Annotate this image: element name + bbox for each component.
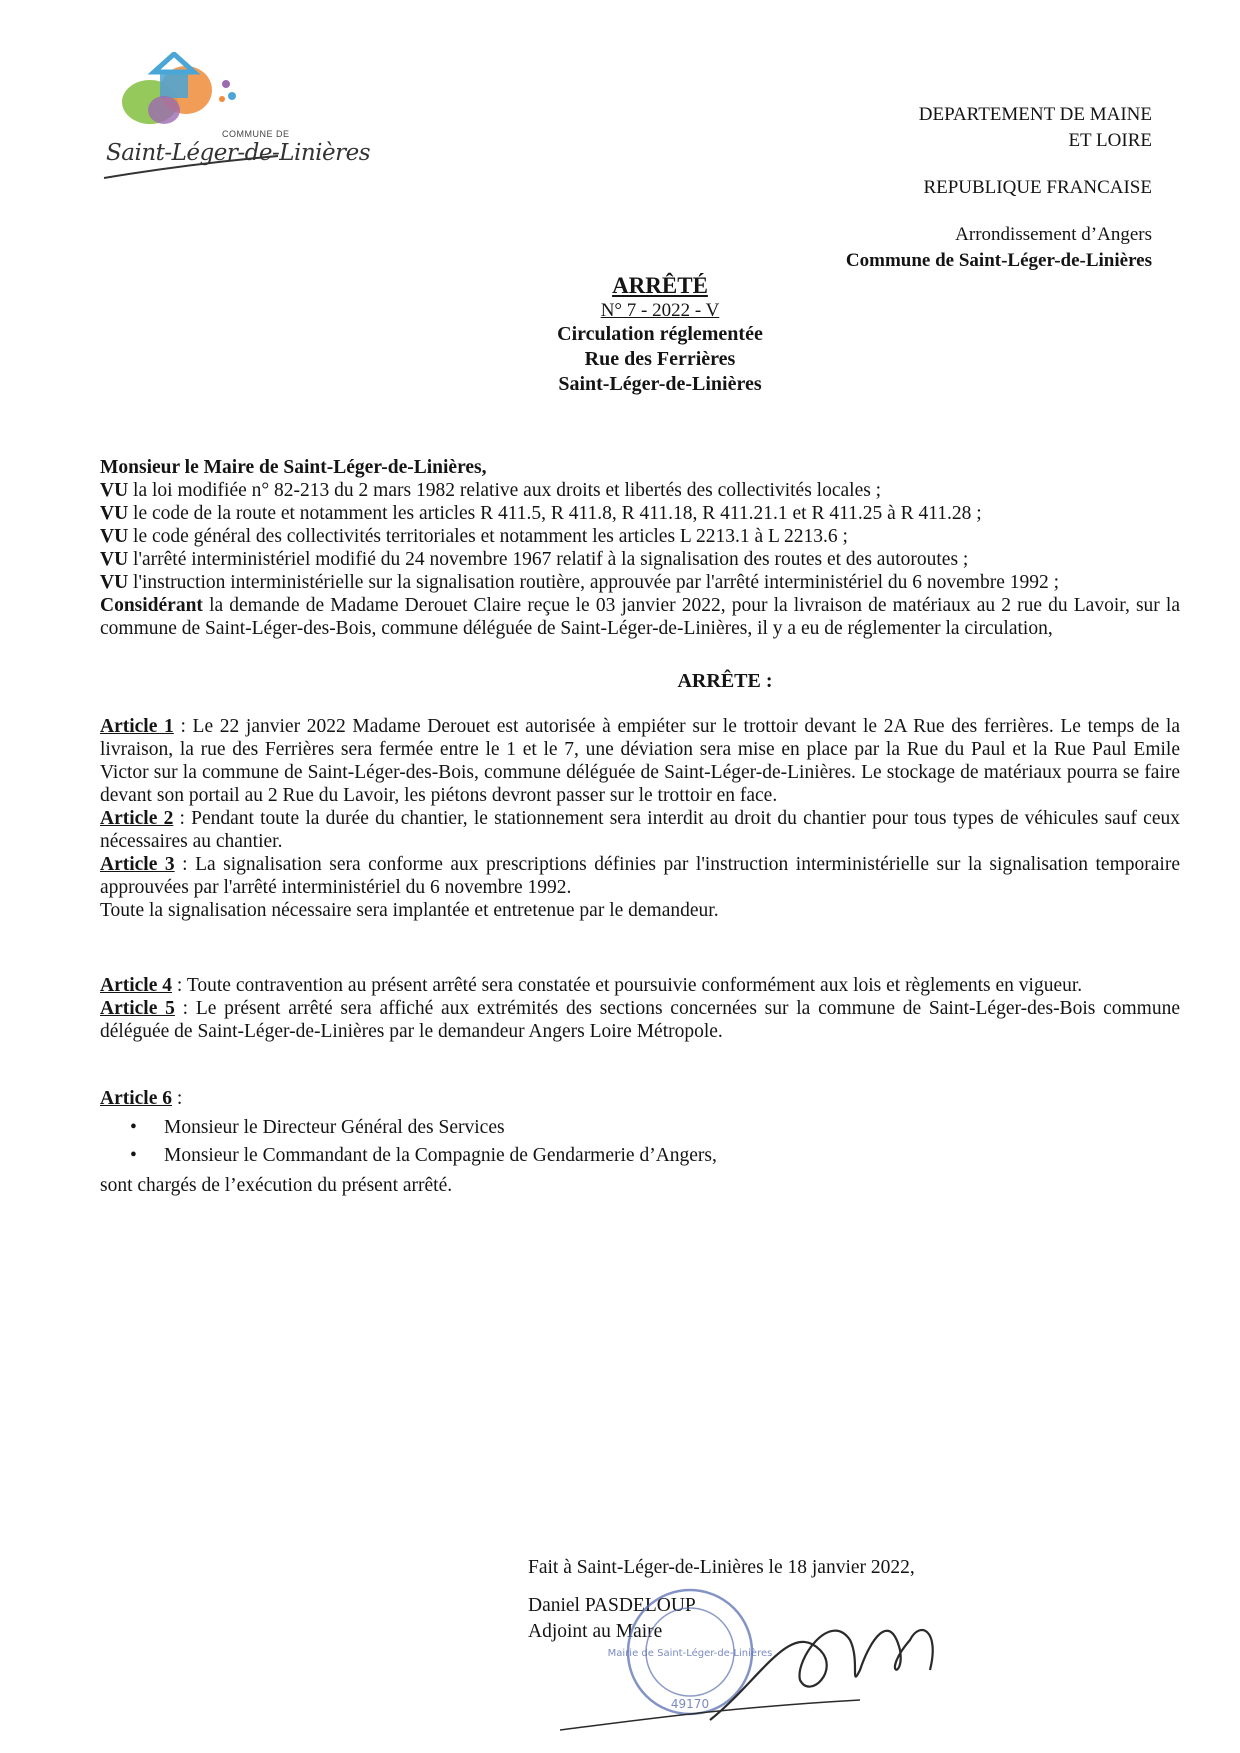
subject-line-1: Circulation réglementée [557,323,763,345]
arrondissement-header [846,222,1152,274]
bullet-icon: • [130,1117,137,1138]
considerant-text: la demande de Madame Derouet Claire reçue le 03 janvier 2022, pour la livraison de matériaux au 2 rue du Lavoir, sur la commune de Saint-Léger-des-Bois, commune déléguée de Saint-Léger-de-Linières, il y a eu de réglementer la circulation, [100,595,1180,639]
article-text-continued: Toute la signalisation nécessaire sera implantée et entretenue par le demandeur. [100,900,719,921]
vu-keyword: VU [100,480,129,501]
decree-number: N° 7 - 2022 - V [600,300,720,321]
closing-line: sont chargés de l’exécution du présent arrêté. [100,1175,453,1196]
article-1 [100,715,1180,807]
commune-logo [98,52,371,187]
department-line-1: DEPARTEMENT DE MAINE [918,104,1152,125]
article-label: Article 1 [100,716,174,737]
vu-text: l'instruction interministérielle sur la signalisation routière, approuvée par l'arrêté interministériel du 6 novembre 1992 ; [133,572,1060,593]
considerant-keyword: Considérant [100,595,203,616]
official-stamp-and-signature [560,1580,990,1750]
mayor-line: Monsieur le Maire de Saint-Léger-de-Linières, [100,457,487,478]
article-text: : Toute contravention au présent arrêté sera constatée et poursuivie conformément aux lois et règlements en vigueur. [172,975,1083,996]
article-5 [100,997,1180,1043]
logo-commune-name: Saint-Léger-de-Linières [106,140,371,166]
article-text: : Le 22 janvier 2022 Madame Derouet est autorisée à empiéter sur le trottoir devant le 2A Rue des ferrières. Le temps de la livraison, la rue des Ferrières sera fermée entre le 1 et le 7, une déviation sera mise en place par la Rue du Paul et la Rue Paul Emile Victor sur la commune de Saint-Léger-des-Bois, commune déléguée de Saint-Léger-de-Linières. Le stockage de matériaux pourra se faire devant son portail au 2 Rue du Lavoir, les piétons devront passer sur le trottoir en face. [100,716,1180,806]
commune-line: Commune de Saint-Léger-de-Linières [845,250,1152,271]
signature-underline [560,1700,860,1730]
signatory-role: Adjoint au Maire [528,1621,663,1642]
article-text: : Pendant toute la durée du chantier, le stationnement sera interdit au droit du chantier pour tous types de véhicules sauf ceux nécessaires au chantier. [100,808,1180,852]
subject-line-2: Rue des Ferrières [584,348,736,370]
stamp-text: Mairie de Saint-Léger-de-Linières [607,1648,773,1659]
vu-keyword: VU [100,503,129,524]
list-item [130,1142,1180,1170]
document-body [100,456,1180,1217]
department-line-2: ET LOIRE [1068,130,1152,151]
vu-item [100,548,1180,571]
department-header [919,102,1152,154]
vu-item [100,525,1180,548]
vu-text: la loi modifiée n° 82-213 du 2 mars 1982 relative aux droits et libertés des collectivités locales ; [133,480,882,501]
vu-text: le code de la route et notamment les articles R 411.5, R 411.8, R 411.18, R 411.21.1 et R 411.25 à R 411.28 ; [133,503,982,524]
handwritten-signature [710,1630,933,1720]
logo-commune-label: COMMUNE DE [222,129,290,139]
article-3 [100,853,1180,922]
signatory-name: Daniel PASDELOUP [528,1595,696,1616]
document-title: ARRÊTÉ [612,273,708,298]
vu-item [100,571,1180,594]
article-label: Article 4 [100,975,173,996]
considerant-paragraph [100,594,1180,640]
vu-item [100,479,1180,502]
arrondissement-line: Arrondissement d’Angers [955,224,1152,245]
stamp-postcode: 49170 [670,1697,710,1711]
vu-item [100,502,1180,525]
article-2 [100,807,1180,853]
decree-heading: ARRÊTE : [677,670,773,692]
vu-keyword: VU [100,526,129,547]
article-text: : La signalisation sera conforme aux prescriptions définies par l'instruction interministérielle sur la signalisation temporaire approuvées par l'arrêté interministériel du 6 novembre 1992. [100,854,1180,898]
article-label: Article 3 [100,854,175,875]
title-block [0,272,1240,397]
article-6 [100,1087,1180,1197]
vu-text: le code général des collectivités territoriales et notamment les articles L 2213.1 à L 2213.6 ; [133,526,848,547]
recipient-text: Monsieur le Directeur Général des Services [164,1117,505,1138]
vu-keyword: VU [100,572,129,593]
article-label: Article 5 [100,998,175,1019]
logo-graphic [98,52,318,187]
article-4 [100,974,1180,997]
article-label: Article 6 [100,1088,173,1109]
recipient-text: Monsieur le Commandant de la Compagnie de Gendarmerie d’Angers, [164,1145,717,1166]
list-item [130,1114,1180,1142]
article-colon: : [172,1088,183,1109]
republic-header: REPUBLIQUE FRANCAISE [923,177,1152,198]
recipient-list [130,1114,1180,1170]
vu-keyword: VU [100,549,129,570]
bullet-icon: • [130,1145,137,1166]
article-label: Article 2 [100,808,174,829]
subject-line-3: Saint-Léger-de-Linières [558,373,762,395]
vu-text: l'arrêté interministériel modifié du 24 novembre 1967 relatif à la signalisation des routes et des autoroutes ; [133,549,969,570]
place-and-date: Fait à Saint-Léger-de-Linières le 18 janvier 2022, [528,1557,915,1578]
article-text: : Le présent arrêté sera affiché aux extrémités des sections concernées sur la commune de Saint-Léger-des-Bois commune déléguée de Saint-Léger-de-Linières par le demandeur Angers Loire Métropole. [100,998,1180,1042]
